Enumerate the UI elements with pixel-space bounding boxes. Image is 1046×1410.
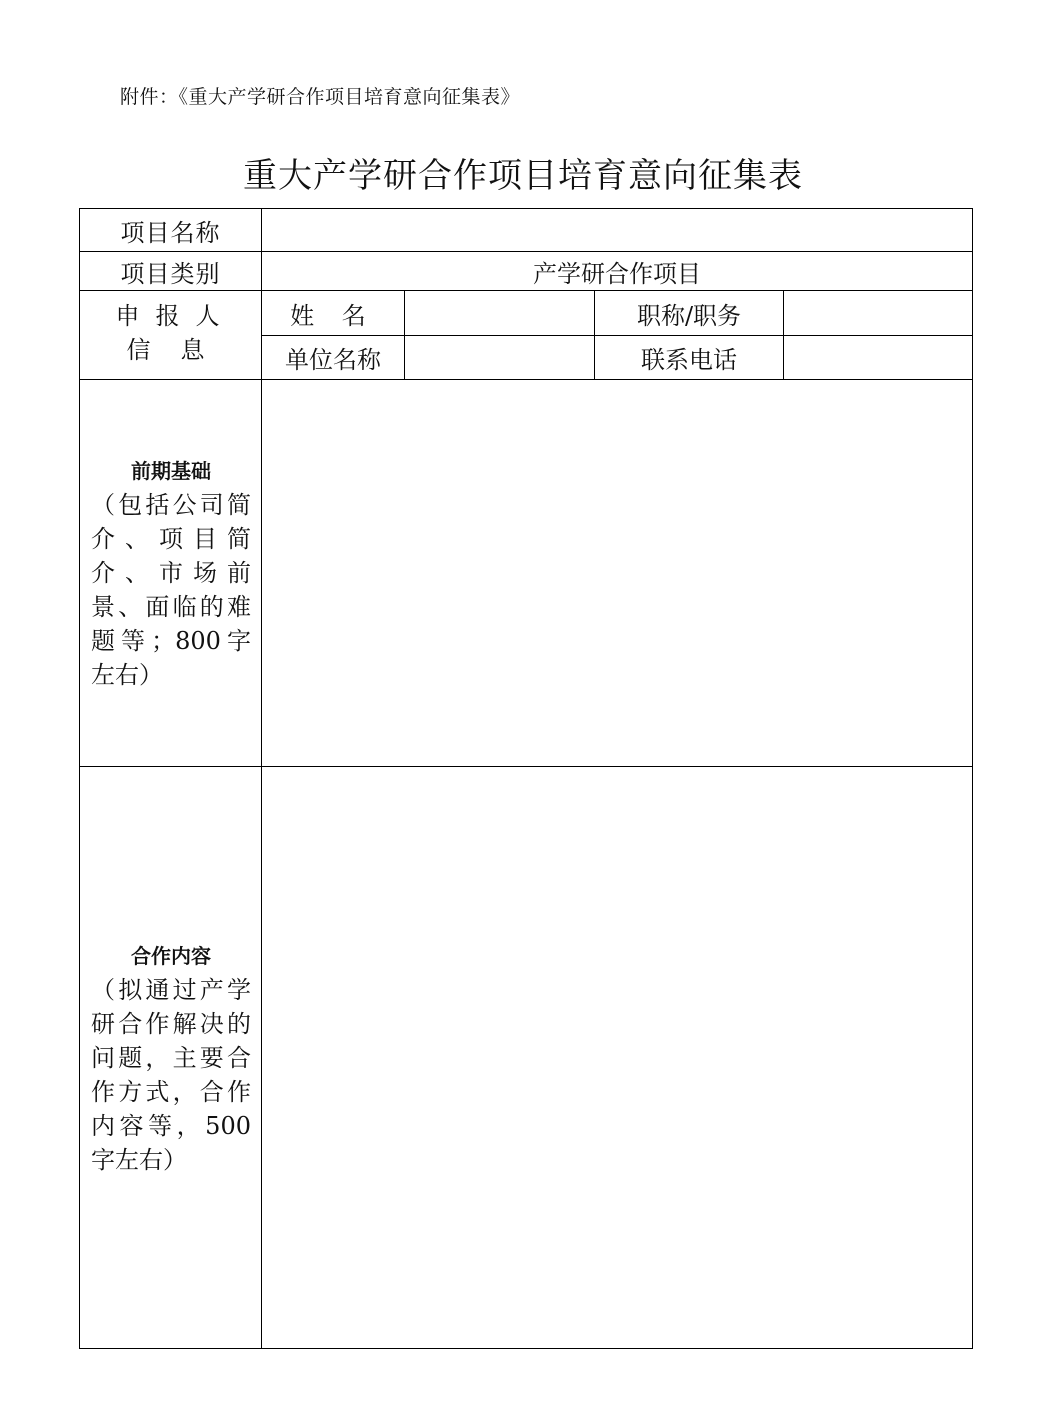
cooperation-title: 合作内容 [131,943,211,968]
project-name-field[interactable] [262,209,973,252]
unit-name-label: 单位名称 [262,336,405,380]
background-label [80,380,262,767]
background-field[interactable] [262,380,973,767]
row-applicant-name [80,291,973,336]
background-hint: （包括公司简介、项目简介、市场前景、面临的难题等；800字左右） [91,491,251,689]
applicant-info-label [80,291,262,380]
cooperation-hint: （拟通过产学研合作解决的问题，主要合作方式，合作内容等，500 字左右） [91,975,251,1174]
project-category-field[interactable]: 产学研合作项目 [262,252,973,291]
phone-label: 联系电话 [595,336,784,380]
unit-name-field[interactable] [405,336,595,380]
name-field[interactable] [405,291,595,336]
row-project-category [80,252,973,291]
project-name-label: 项目名称 [80,209,262,252]
cooperation-field[interactable] [262,767,973,1349]
phone-field[interactable] [784,336,973,380]
cooperation-label [80,767,262,1349]
row-project-name [80,209,973,252]
applicant-label-line2: 信息 [126,336,235,364]
job-title-field[interactable] [784,291,973,336]
attachment-note: 附件：《重大产学研合作项目培育意向征集表》 [120,86,521,108]
project-category-label: 项目类别 [80,252,262,291]
job-title-label: 职称/职务 [595,291,784,336]
name-label: 姓 名 [262,291,405,336]
applicant-label-line1: 申报人 [115,302,236,330]
row-cooperation [80,767,973,1349]
background-title: 前期基础 [131,459,211,483]
row-background [80,380,973,767]
intent-form-table [79,208,973,1349]
page-title: 重大产学研合作项目培育意向征集表 [243,156,803,196]
